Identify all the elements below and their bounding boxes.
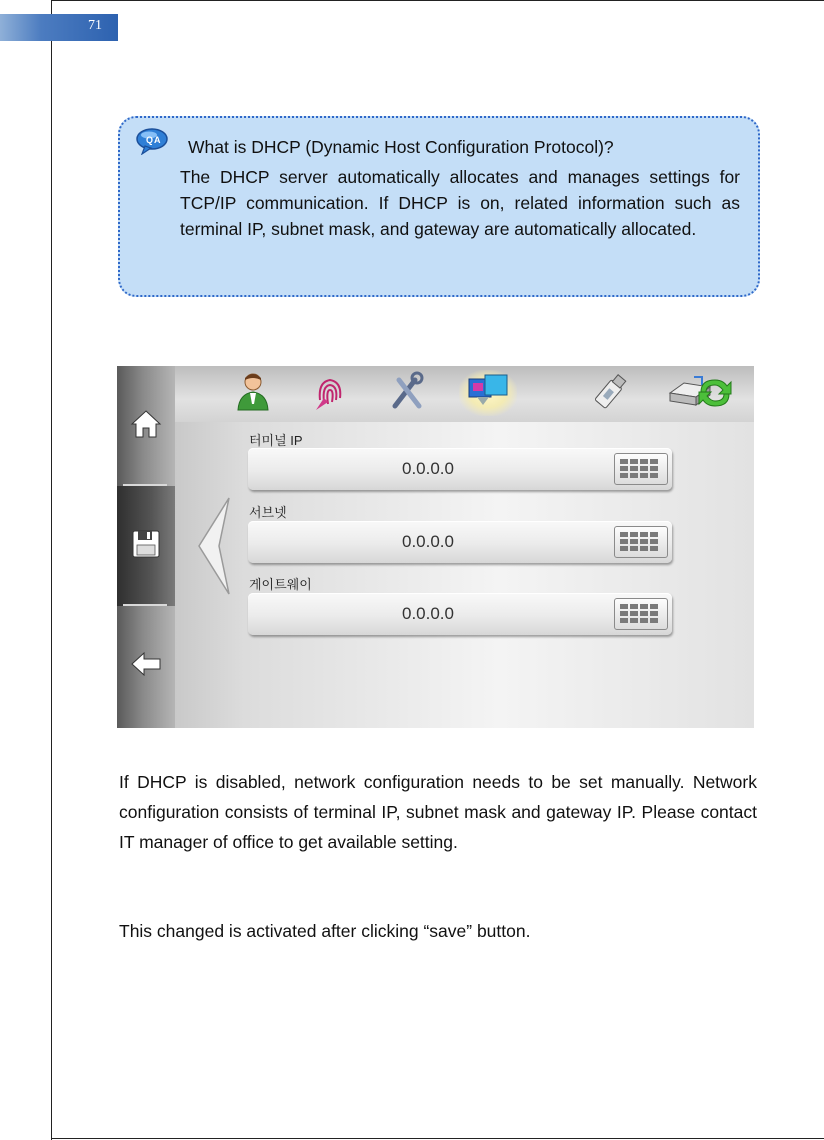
menu-user[interactable] xyxy=(229,370,277,416)
fingerprint-icon xyxy=(310,370,350,417)
terminal-ip-field[interactable] xyxy=(248,448,672,490)
tools-icon xyxy=(387,370,427,417)
network-monitor-icon xyxy=(465,371,511,416)
body-paragraph-save-note: This changed is activated after clicking “save” button. xyxy=(119,921,531,941)
page-frame-left xyxy=(51,0,52,1140)
keypad-icon[interactable] xyxy=(614,598,668,630)
home-icon xyxy=(129,407,163,446)
device-sidebar xyxy=(117,366,175,728)
gateway-field[interactable] xyxy=(248,593,672,635)
field-label-gateway: 게이트웨이 xyxy=(249,577,312,592)
save-button[interactable] xyxy=(117,486,175,606)
user-icon xyxy=(233,370,273,417)
subnet-mask-value: 0.0.0.0 xyxy=(402,532,454,551)
device-top-menu xyxy=(175,366,754,422)
home-button[interactable] xyxy=(117,366,175,486)
keypad-icon[interactable] xyxy=(614,526,668,558)
menu-tools[interactable] xyxy=(383,370,431,416)
page-frame-top xyxy=(51,0,824,1)
back-button[interactable] xyxy=(117,606,175,726)
menu-usb[interactable] xyxy=(587,370,635,416)
refresh-icon xyxy=(693,372,737,419)
device-network-settings-screenshot xyxy=(117,366,754,728)
keypad-icon[interactable] xyxy=(614,453,668,485)
terminal-ip-value: 0.0.0.0 xyxy=(402,459,454,478)
page-number: 71 xyxy=(88,18,102,33)
menu-network[interactable] xyxy=(459,370,517,416)
callout-body: The DHCP server automatically allocates and manages settings for TCP/IP communication. If DHCP is on, related information such as terminal IP, subnet mask, and gateway are automatically allocated. xyxy=(180,167,740,239)
callout-title: What is DHCP (Dynamic Host Configuration Protocol)? xyxy=(188,137,614,157)
qa-speech-bubble-icon xyxy=(135,127,171,155)
field-label-terminal-ip: 터미널 IP xyxy=(249,433,303,448)
svg-text:Q: Q xyxy=(146,135,154,145)
subnet-mask-field[interactable] xyxy=(248,521,672,563)
collapse-arrow-icon xyxy=(195,496,235,601)
body-paragraph-manual-config: If DHCP is disabled, network configuration needs to be set manually. Network configuration consists of terminal IP, subnet mask and gateway IP. Please contact IT manager of office to get available setting. xyxy=(119,772,757,852)
gateway-value: 0.0.0.0 xyxy=(402,604,454,623)
page-frame-bottom xyxy=(51,1138,824,1139)
menu-fingerprint[interactable] xyxy=(306,370,354,416)
page-number-tab xyxy=(0,14,118,41)
menu-refresh[interactable] xyxy=(742,370,754,416)
field-label-subnet: 서브넷 xyxy=(249,505,287,520)
back-arrow-icon xyxy=(129,649,163,684)
dhcp-info-callout xyxy=(118,116,760,297)
save-icon xyxy=(130,528,162,565)
usb-icon xyxy=(591,370,631,417)
svg-text:A: A xyxy=(154,135,161,145)
